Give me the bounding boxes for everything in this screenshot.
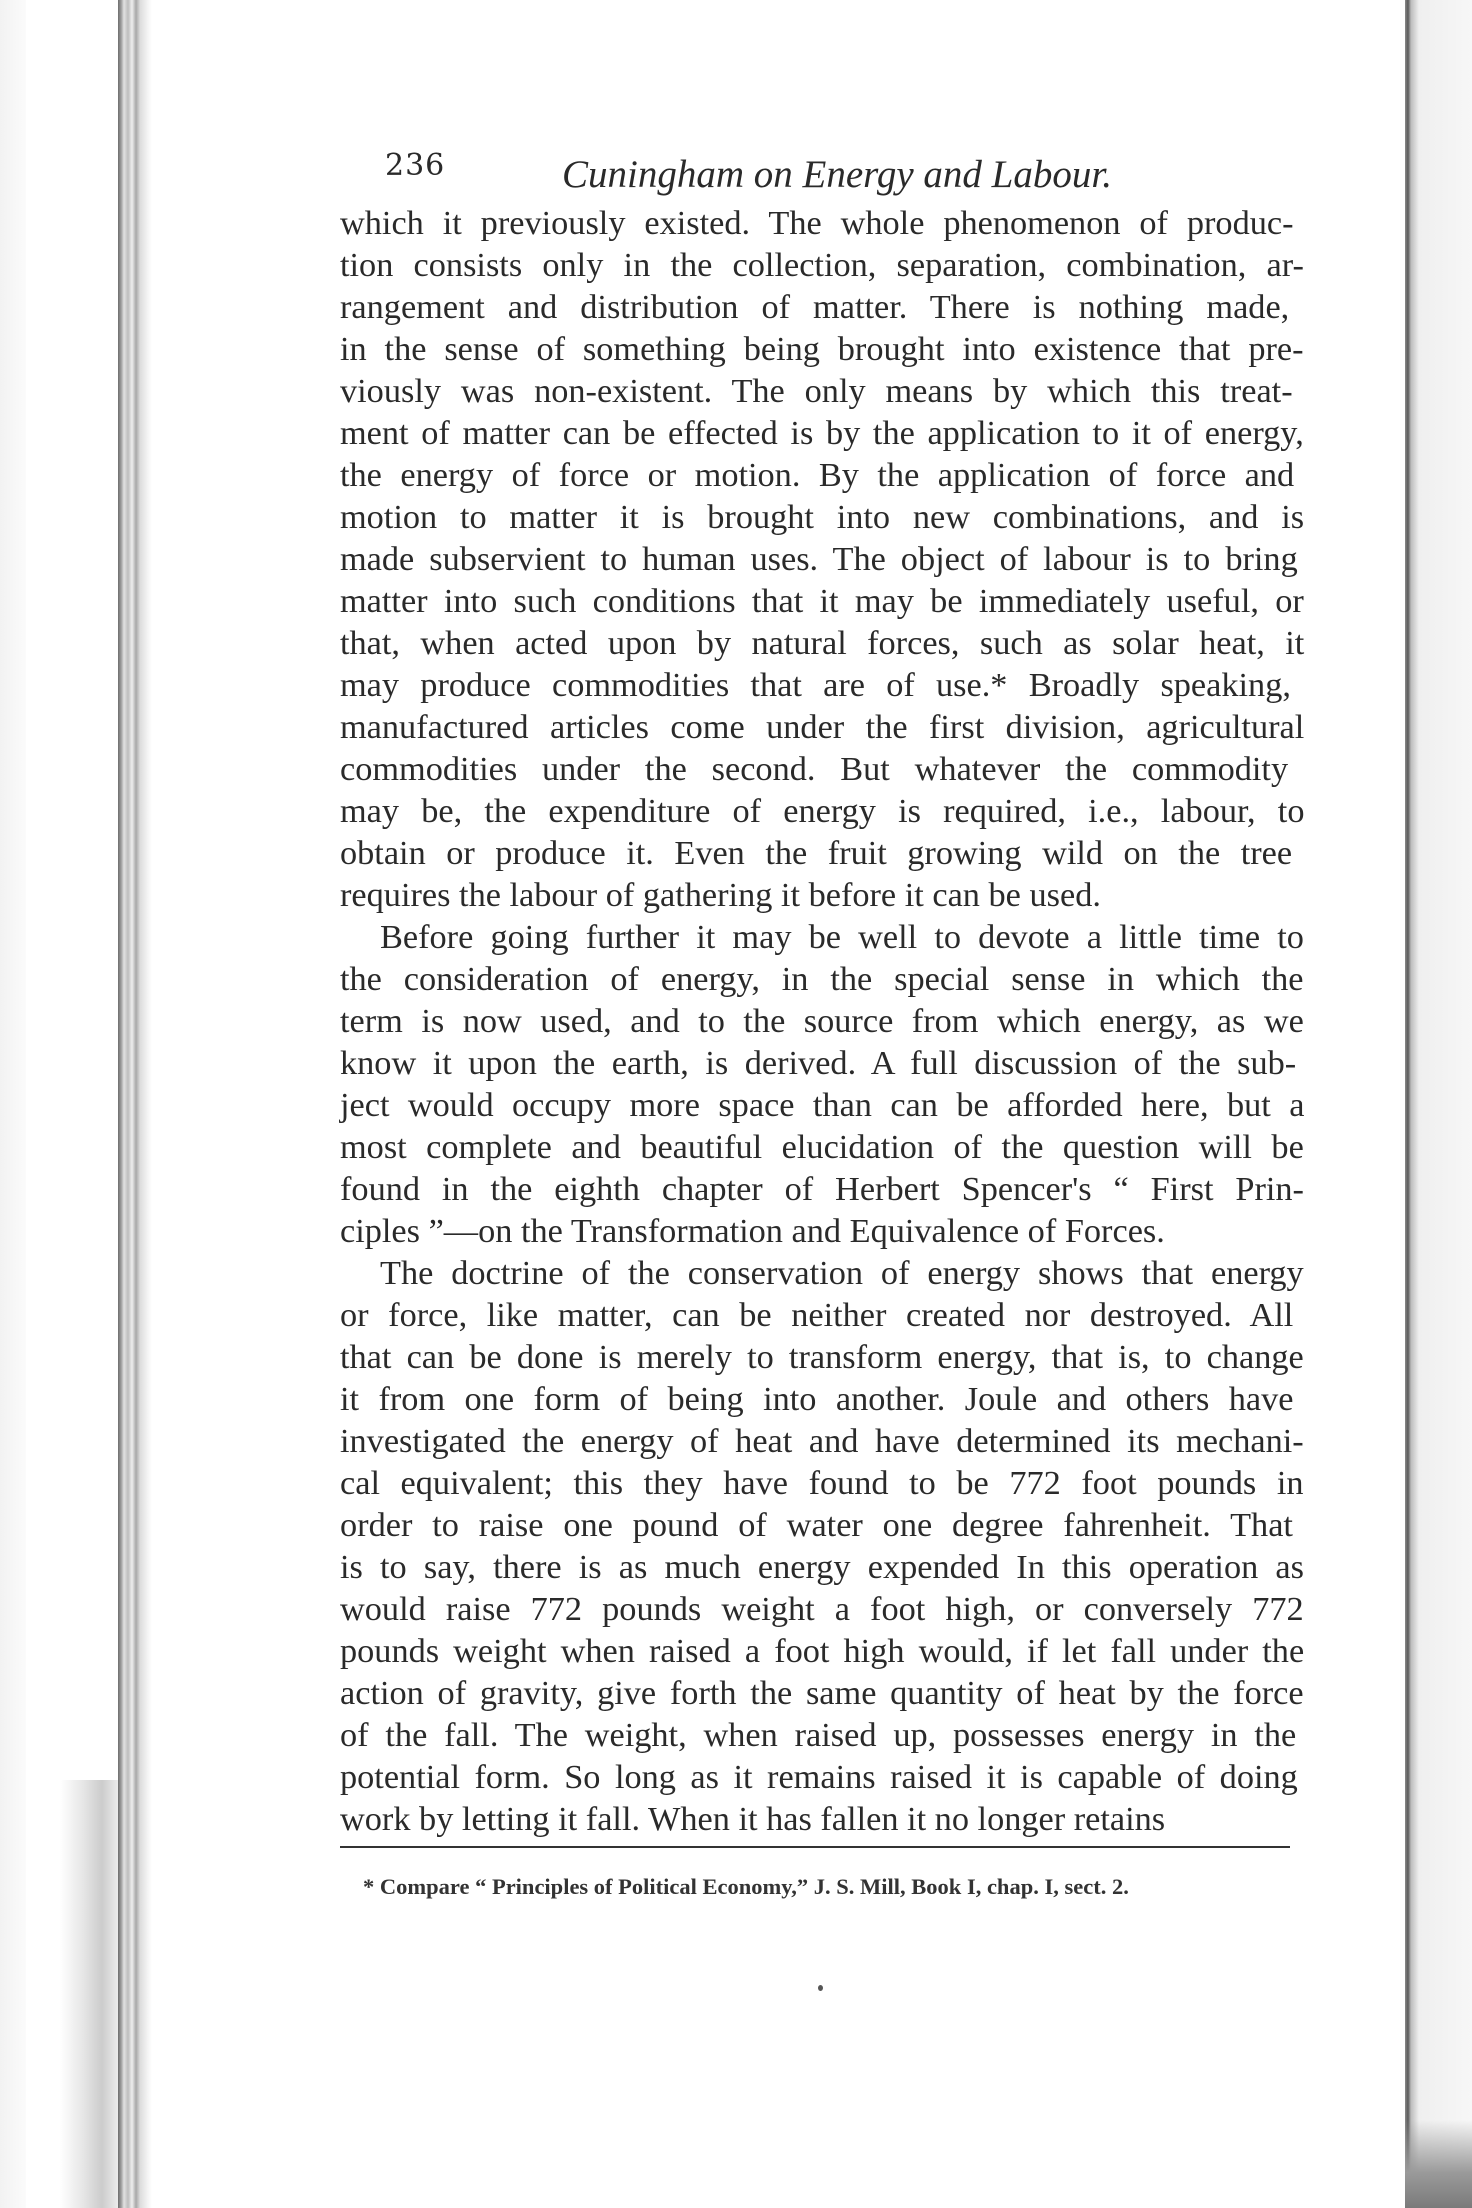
text-line: in the sense of something being brought into existence that pre- [340, 330, 1304, 368]
book-page [340, 140, 1304, 1840]
running-head [340, 140, 1304, 200]
ink-speck [818, 1985, 823, 1991]
text-line: may be, the expenditure of energy is required, i.e., labour, to [340, 792, 1305, 830]
text-line: order to raise one pound of water one degree fahrenheit. That [340, 1506, 1293, 1544]
text-line: which it previously existed. The whole phenomenon of produc- [340, 204, 1294, 242]
page-number: 236 [385, 148, 446, 183]
text-line: action of gravity, give forth the same quantity of heat by the force [340, 1674, 1304, 1712]
text-line: term is now used, and to the source from which energy, as we [340, 1002, 1304, 1040]
text-line: obtain or produce it. Even the fruit growing wild on the tree [340, 834, 1293, 872]
text-line: would raise 772 pounds weight a foot high, or conversely 772 [340, 1590, 1304, 1628]
text-line: made subservient to human uses. The object of labour is to bring [340, 540, 1298, 578]
text-line: of the fall. The weight, when raised up, possesses energy in the [340, 1716, 1297, 1754]
text-line: that can be done is merely to transform energy, that is, to change [340, 1338, 1304, 1376]
text-line: may produce commodities that are of use.* Broadly speaking, [340, 666, 1291, 704]
text-line: motion to matter it is brought into new combinations, and is [340, 498, 1305, 536]
book-gutter [118, 0, 152, 2208]
text-line: cal equivalent; this they have found to be 772 foot pounds in [340, 1464, 1304, 1502]
text-line: requires the labour of gathering it before it can be used. [340, 876, 1101, 914]
text-line: manufactured articles come under the first division, agricultural [340, 708, 1305, 746]
page-stack-edge [60, 1780, 120, 2208]
paragraph [340, 1252, 1304, 1840]
text-line: ject would occupy more space than can be afforded here, but a [340, 1086, 1305, 1124]
text-line: that, when acted upon by natural forces, such as solar heat, it [340, 624, 1305, 662]
text-line: pounds weight when raised a foot high would, if let fall under the [340, 1632, 1305, 1670]
text-line: most complete and beautiful elucidation of the question will be [340, 1128, 1304, 1166]
text-line: is to say, there is as much energy expended In this operation as [340, 1548, 1304, 1586]
footnote-rule [340, 1846, 1290, 1848]
paragraph [340, 916, 1304, 1252]
text-line: work by letting it fall. When it has fallen it no longer retains [340, 1800, 1166, 1838]
text-line: matter into such conditions that it may be immediately useful, or [340, 582, 1304, 620]
text-line: Before going further it may be well to devote a little time to [380, 918, 1304, 956]
text-line: The doctrine of the conservation of energy shows that energy [380, 1254, 1304, 1292]
page-right-edge [1405, 0, 1472, 2208]
text-line: ment of matter can be effected is by the application to it of energy, [340, 414, 1304, 452]
text-line: commodities under the second. But whatever the commodity [340, 750, 1289, 788]
footnote: * Compare “ Principles of Political Economy,” J. S. Mill, Book I, chap. I, sect. 2. [363, 1874, 1129, 1899]
text-line: it from one form of being into another. Joule and others have [340, 1380, 1294, 1418]
body-text [340, 202, 1304, 1840]
text-line: investigated the energy of heat and have determined its mechani- [340, 1422, 1304, 1460]
text-line: ciples ”—on the Transformation and Equivalence of Forces. [340, 1212, 1165, 1250]
page-corner-shadow [1405, 2120, 1472, 2208]
paragraph [340, 202, 1304, 916]
text-line: or force, like matter, can be neither created nor destroyed. All [340, 1296, 1294, 1334]
text-line: found in the eighth chapter of Herbert Spencer's “ First Prin- [340, 1170, 1304, 1208]
running-title: Cuningham on Energy and Labour. [562, 153, 1112, 196]
text-line: potential form. So long as it remains raised it is capable of doing [340, 1758, 1298, 1796]
text-line: the energy of force or motion. By the application of force and [340, 456, 1295, 494]
text-line: viously was non-existent. The only means by which this treat- [340, 372, 1293, 410]
text-line: tion consists only in the collection, separation, combination, ar- [340, 246, 1304, 284]
scan-left-margin [0, 0, 26, 2208]
text-line: know it upon the earth, is derived. A full discussion of the sub- [340, 1044, 1297, 1082]
text-line: the consideration of energy, in the special sense in which the [340, 960, 1304, 998]
text-line: rangement and distribution of matter. There is nothing made, [340, 288, 1290, 326]
